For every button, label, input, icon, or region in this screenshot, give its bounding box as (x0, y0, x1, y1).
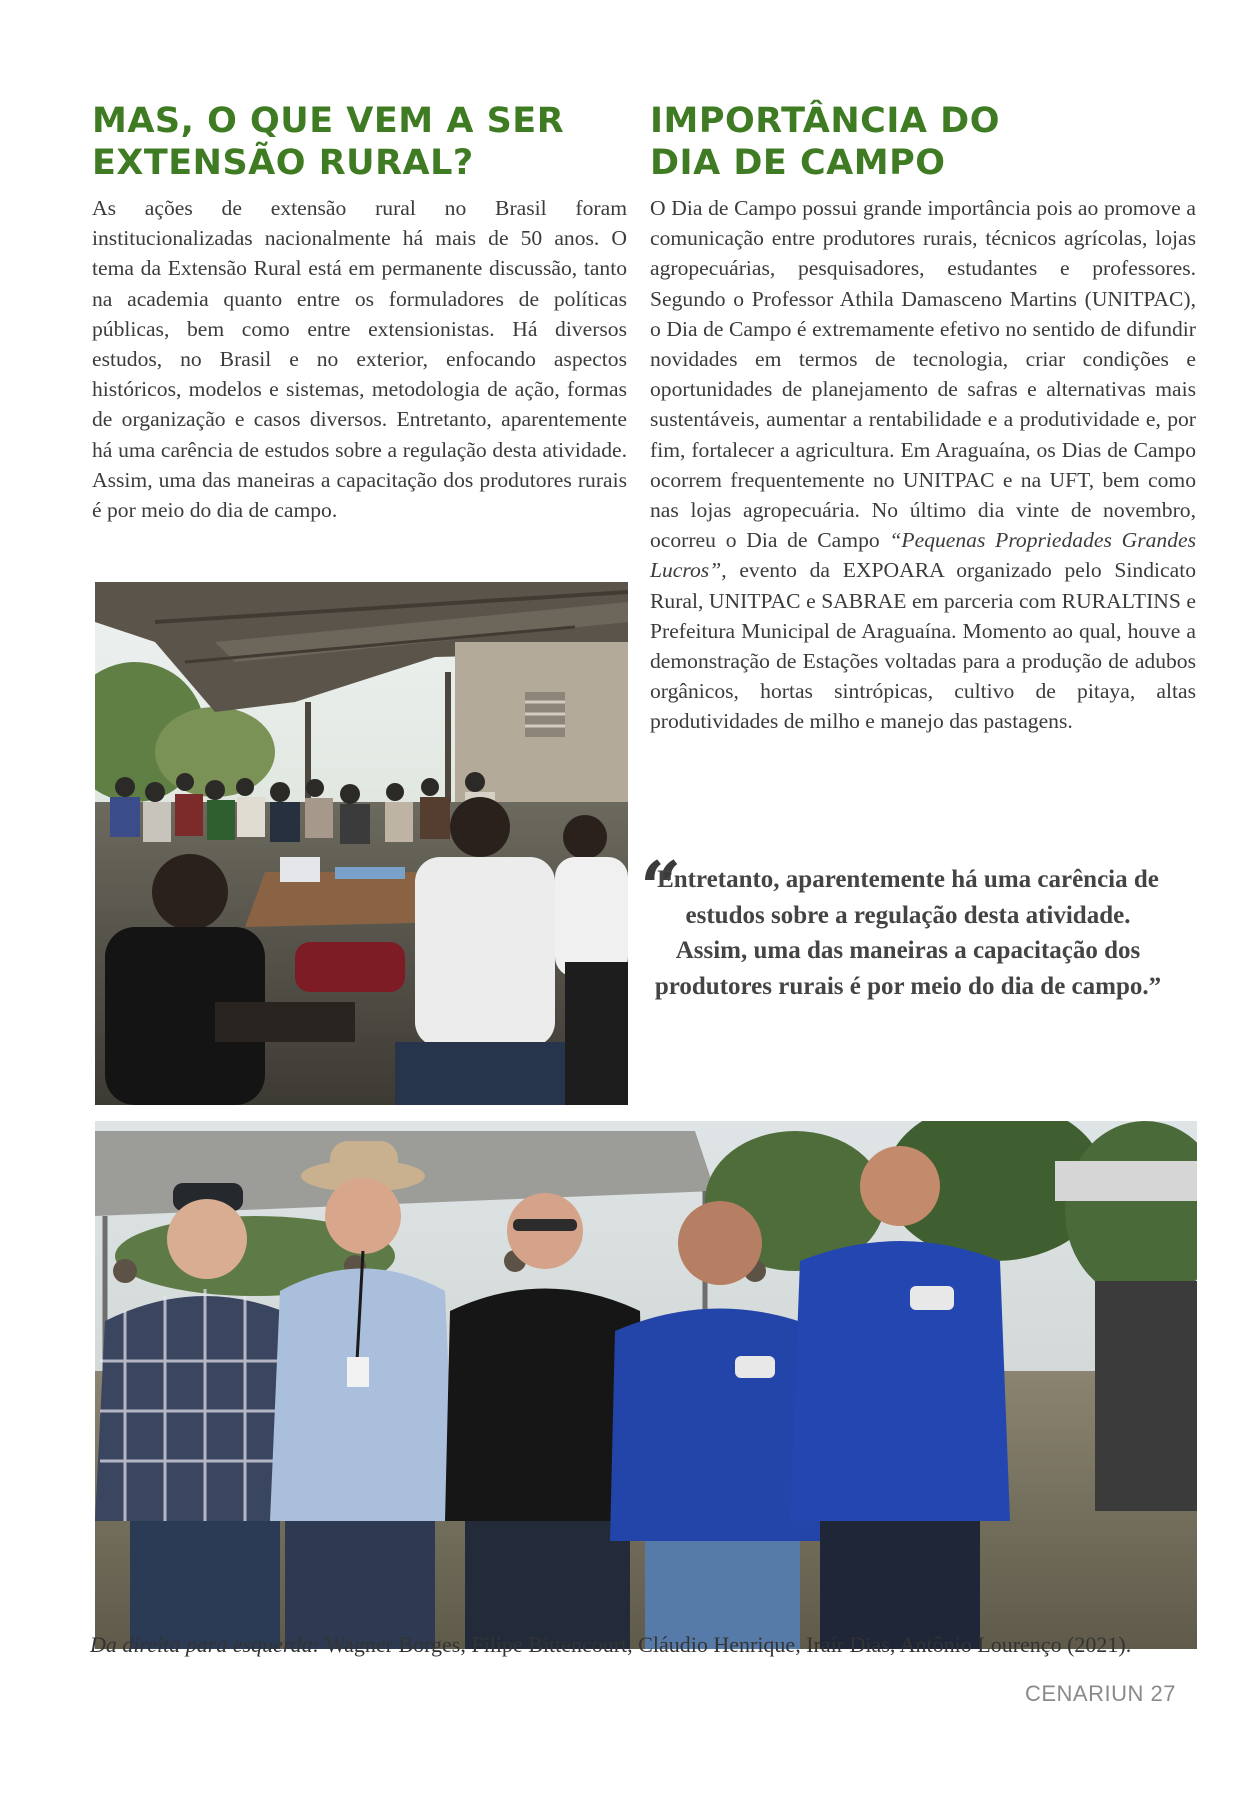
page-footer (1025, 1681, 1176, 1707)
left-body-text: As ações de extensão rural no Brasil foram institucionalizadas nacionalmente há mais de 50 anos. O tema da Extensão Rural está em permanente discussão, tanto na academia quanto entre os formuladores de políticas públicas, bem como entre extensionistas. Há diversos estudos, no Brasil e no exterior, enfocando aspectos históricos, modelos e sistemas, metodologia de ação, formas de organização e casos diversos. Entretanto, aparentemente há uma carência de estudos sobre a regulação desta atividade. Assim, uma das maneiras a capacitação dos produtores rurais é por meio do dia de campo. (92, 196, 627, 523)
event-name-italic: “Pequenas Propriedades Grandes Lucros” (650, 528, 1197, 583)
left-heading-line1: MAS, O QUE VEM A SER (92, 101, 565, 141)
right-body-text (650, 193, 1196, 737)
quote-mark-icon: “ (640, 845, 682, 930)
caption-prefix: Da direita para esquerda: (90, 1632, 320, 1657)
left-heading (92, 100, 632, 184)
photo-caption (90, 1631, 1190, 1659)
right-heading-line1: IMPORTÂNCIA DO (650, 101, 1000, 141)
right-body-part2: , evento da EXPOARA organizado pelo Sindicato Rural, UNITPAC e SABRAE em parceria com RURALTINS e Prefeitura Municipal de Araguaína. Momento ao qual, houve a demonstração de Estações voltadas para a produção de adubos orgânicos, hortas sintrópicas, cultivo de pitaya, altas produtividades de milho e manejo das pastagens. (650, 558, 1196, 734)
right-heading (650, 100, 1190, 184)
pull-quote: Entretanto, aparentemente há uma carência de estudos sobre a regulação desta atividade. Assim, uma das maneiras a capacitação dos produtores rurais é por meio do dia de campo.” (654, 866, 1162, 1000)
page-number: 27 (1150, 1681, 1176, 1706)
right-heading-line2: DIA DE CAMPO (650, 143, 946, 183)
magazine-logo: CENARIUN (1024, 1681, 1144, 1706)
field-day-audience-photo (95, 582, 628, 1105)
group-portrait-photo (95, 1121, 1197, 1649)
right-body-part1: O Dia de Campo possui grande importância pois ao promove a comunicação entre produtores rurais, técnicos agrícolas, lojas agropecuárias, pesquisadores, estudantes e professores. Segundo o Professor Athila Damasceno Martins (UNITPAC), o Dia de Campo é extremamente efetivo no sentido de difundir novidades em termos de tecnologia, criar condições e oportunidades de planejamento de safras e alternativas mais sustentáveis, aumentar a rentabilidade e a produtividade e, por fim, fortalecer a agricultura. Em Araguaína, os Dias de Campo ocorrem frequentemente no UNITPAC e na UFT, bem como nas lojas agropecuária. No último dia vinte de novembro, ocorreu o Dia de Campo (650, 196, 1196, 553)
caption-names: Wagner Borges, Filipe Bittencourt, Cláudio Henrique, Iraír Dias, Antônio Lourenço (2021). (319, 1632, 1132, 1657)
left-heading-line2: EXTENSÃO RURAL? (92, 143, 474, 183)
